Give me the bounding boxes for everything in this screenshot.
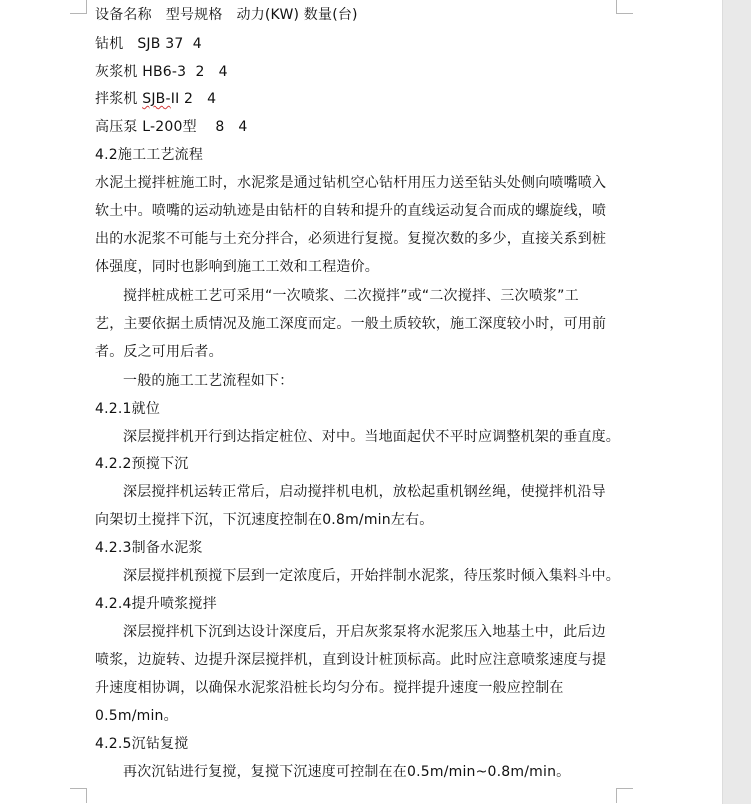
paragraph-line: 再次沉钻进行复搅，复搅下沉速度可控制在在0.5m/min~0.8m/min。 [123,764,571,780]
paragraph-line: 升速度相协调，以确保水泥浆沿桩长均匀分布。搅拌提升速度一般应控制在 [95,680,564,696]
paragraph-line: 一般的施工工艺流程如下： [123,373,294,389]
paragraph-line: 喷浆，边旋转、边提升深层搅拌机，直到设计桩顶标高。此时应注意喷浆速度与提 [95,652,607,668]
paragraph-line: 体强度，同时也影响到施工工效和工程造价。 [95,259,379,275]
equipment-row-pump: 高压泵 L-200型 8 4 [95,119,248,135]
section-4-2-1-heading: 4.2.1就位 [95,401,161,417]
section-4-2-2-heading: 4.2.2预搅下沉 [95,456,189,472]
paragraph-line: 搅拌桩成桩工艺可采用“一次喷浆、二次搅拌”或“二次搅拌、三次喷浆”工 [123,288,579,304]
paragraph-line: 深层搅拌机下沉到达设计深度后，开启灰浆泵将水泥浆压入地基土中，此后边 [123,624,606,640]
equipment-row-mixer: 拌浆机 SJB-II 2 4 [95,91,217,107]
section-4-2-5-heading: 4.2.5沉钻复搅 [95,736,189,752]
spellcheck-underline: SJB- [142,91,171,107]
paragraph-line: 深层搅拌机运转正常后，启动搅拌机电机，放松起重机钢丝绳，使搅拌机沿导 [123,484,606,500]
section-4-2-4-heading: 4.2.4提升喷浆搅拌 [95,596,217,612]
margin-corner-top-right [616,0,633,14]
paragraph-line: 深层搅拌机预搅下层到一定浓度后，开始拌制水泥浆，待压浆时倾入集料斗中。 [123,568,620,584]
paragraph-line: 出的水泥浆不可能与土充分拌合，必须进行复搅。复搅次数的多少，直接关系到桩 [95,231,607,247]
margin-corner-top-left [70,0,87,14]
paragraph-line: 者。反之可用后者。 [95,344,223,360]
paragraph-line: 0.5m/min。 [95,708,178,724]
paragraph-line: 软土中。喷嘴的运动轨迹是由钻杆的自转和提升的直线运动复合而成的螺旋线，喷 [95,203,607,219]
paragraph-line: 艺，主要依据土质情况及施工深度而定。一般土质较软，施工深度较小时，可用前 [95,316,607,332]
margin-corner-bottom-left [70,788,87,803]
paragraph-line: 向架切土搅拌下沉，下沉速度控制在0.8m/min左右。 [95,512,434,528]
equipment-row-grout-machine: 灰浆机 HB6-3 2 4 [95,64,228,80]
section-4-2-heading: 4.2施工工艺流程 [95,147,204,163]
paragraph-line: 深层搅拌机开行到达指定桩位、对中。当地面起伏不平时应调整机架的垂直度。 [123,429,620,445]
equipment-header: 设备名称 型号规格 动力(KW) 数量(台) [95,7,358,23]
paragraph-line: 水泥土搅拌桩施工时，水泥浆是通过钻机空心钻杆用压力送至钻头处侧向喷嘴喷入 [95,175,607,191]
vertical-scrollbar[interactable] [722,0,751,804]
margin-corner-bottom-right [616,788,633,803]
equipment-row-drill: 钻机 SJB 37 4 [95,36,202,52]
section-4-2-3-heading: 4.2.3制备水泥浆 [95,540,203,556]
